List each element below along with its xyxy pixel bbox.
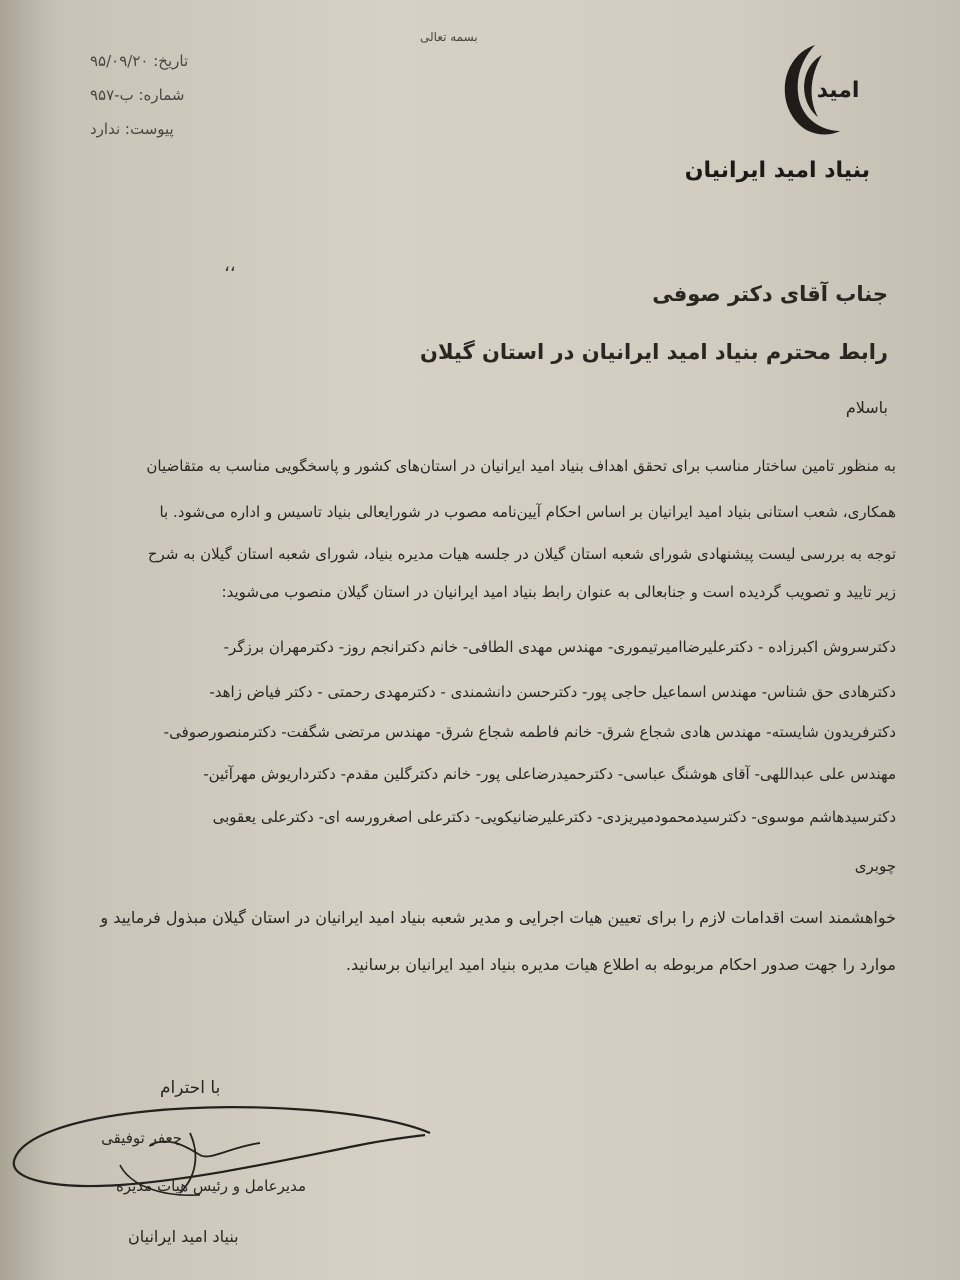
letter-number: شماره: ب-۹۵۷ (90, 86, 185, 104)
members-line: دکترسیدهاشم موسوی- دکترسید‌محمودمیریزدی- دکترعلیرضانیکویی- دکترعلی اصغرورسه ای- دکترعلی یعقوبی (212, 808, 896, 826)
request-line: موارد را جهت صدور احکام مربوطه به اطلاع هیات مدیره بنیاد امید ایرانیان برسانید. (345, 955, 896, 974)
organization-name: بنیاد امید ایرانیان (684, 158, 870, 183)
paragraph-line: توجه به بررسی لیست پیشنهادی شورای شعبه استان گیلان در جلسه هیات مدیره بنیاد، شورای شعبه استان گیلان به شرح (147, 545, 896, 563)
signer-title: مدیرعامل و رئیس هیات مدیره (115, 1177, 306, 1195)
paragraph-line: همکاری، شعب استانی بنیاد امید ایرانیان بر اساس احکام آیین‌نامه مصوب در شورایعالی بنیاد تاسیس و اداره می‌شود. با (159, 503, 896, 521)
members-line: مهندس علی عبداللهی- آقای هوشنگ عباسی- دکترحمیدرضاعلی پور- خانم دکترگلین مقدم- دکترداریوش مهرآئین- (203, 765, 896, 783)
letter-attachment: پیوست: ندارد (90, 120, 174, 138)
signature-image (0, 1085, 440, 1215)
addressee-title: رابط محترم بنیاد امید ایرانیان در استان گیلان (420, 340, 888, 364)
members-line: چوبری (854, 857, 896, 875)
logo-word: امید (816, 78, 860, 103)
pen-tick-mark: ،، (224, 255, 236, 276)
basmala: بسمه تعالی (420, 30, 478, 44)
signer-organization: بنیاد امید ایرانیان (128, 1227, 239, 1246)
request-line: خواهشمند است اقدامات لازم را برای تعیین هیات اجرایی و مدیر شعبه بنیاد امید ایرانیان در استان گیلان مبذول فرمایید و (100, 908, 896, 927)
members-line: دکترسروش اکبرزاده - دکترعلیرضاامیرتیموری- مهندس مهدی الطافی- خانم دکترانجم روز- دکترمهران برزگر- (223, 638, 896, 656)
omid-logo-icon (760, 35, 870, 145)
members-line: دکترفریدون شایسته- مهندس هادی شجاع شرق- خانم فاطمه شجاع شرق- مهندس مرتضی شگفت- دکترمنصورصوفی- (163, 723, 896, 741)
addressee-name: جناب آقای دکتر صوفی (652, 282, 888, 306)
paragraph-line: زیر تایید و تصویب گردیده است و جنابعالی به عنوان رابط بنیاد امید ایرانیان در استان گیلان منصوب می‌شوید: (221, 583, 896, 601)
letter-date: تاریخ: ۹۵/۰۹/۲۰ (90, 52, 189, 70)
signer-name: جعفر توفیقی (101, 1129, 182, 1147)
greeting: باسلام (845, 398, 888, 417)
regards-text: با احترام (160, 1078, 221, 1098)
paragraph-line: به منظور تامین ساختار مناسب برای تحقق اهداف بنیاد امید ایرانیان در استان‌های کشور و پاسخگویی مناسب به متقاضیان (146, 457, 896, 475)
members-line: دکترهادی حق شناس- مهندس اسماعیل حاجی پور- دکترحسن دانشمندی - دکترمهدی رحمتی - دکتر فیاض زاهد- (209, 683, 896, 701)
